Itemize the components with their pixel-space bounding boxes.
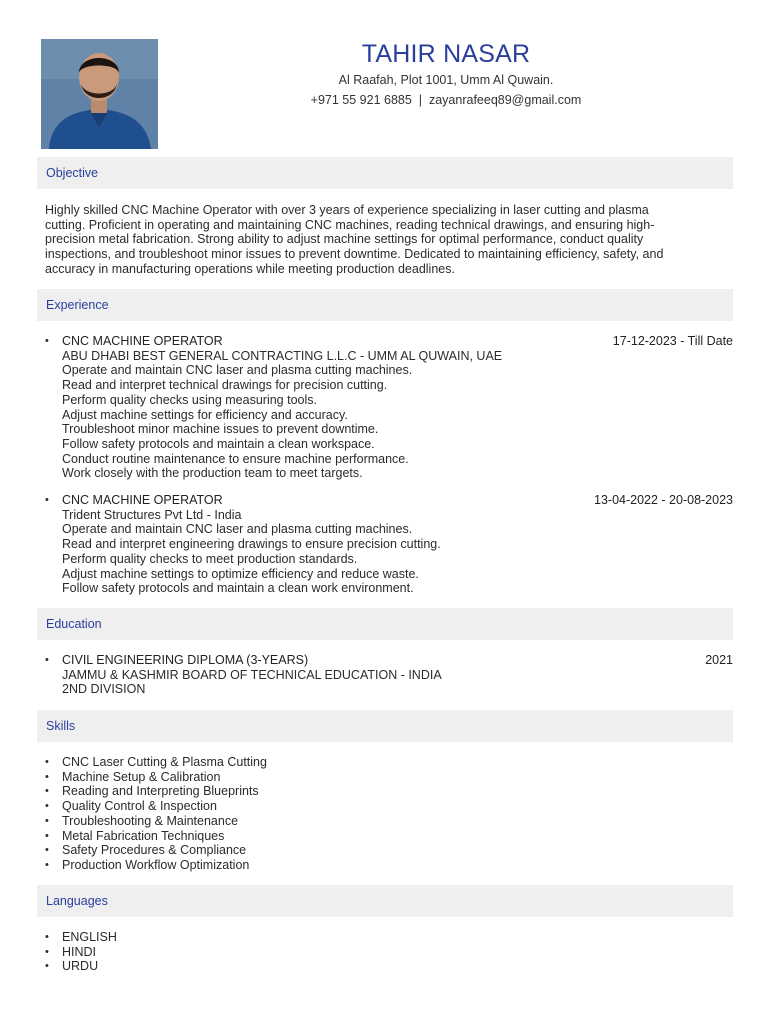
skill-label: Machine Setup & Calibration: [62, 769, 221, 784]
contact-separator: |: [418, 93, 423, 107]
objective-text: [45, 203, 725, 277]
objective-line: cutting. Proficient in operating and maintaining CNC machines, reading technical drawings, and ensuring high-: [45, 217, 655, 232]
skill-label: Quality Control & Inspection: [62, 799, 217, 814]
job-date: 13-04-2022 - 20-08-2023: [594, 493, 733, 508]
bullet-icon: •: [45, 770, 49, 783]
skills-list: [45, 755, 733, 873]
bullet-icon: •: [45, 800, 49, 813]
skill-label: Troubleshooting & Maintenance: [62, 813, 239, 828]
candidate-name: TAHIR NASAR: [361, 40, 531, 68]
job-duty: Adjust machine settings to optimize efficiency and reduce waste.: [62, 566, 419, 581]
profile-photo: [41, 39, 158, 149]
bullet-icon: •: [45, 960, 49, 973]
degree-year: 2021: [705, 653, 733, 667]
degree-grade: 2ND DIVISION: [62, 682, 146, 697]
skill-item: [45, 799, 733, 814]
job-date: 17-12-2023 - Till Date: [612, 334, 733, 348]
resume-header: [160, 38, 732, 110]
job-duty: Conduct routine maintenance to ensure machine performance.: [62, 451, 409, 466]
bullet-icon: •: [45, 785, 49, 798]
language-label: ENGLISH: [62, 930, 117, 944]
address-line: Al Raafah, Plot 1001, Umm Al Quwain.: [338, 73, 554, 87]
language-item: [45, 945, 733, 960]
bullet-icon: •: [45, 858, 49, 871]
bullet-icon: •: [45, 829, 49, 842]
job-company: Trident Structures Pvt Ltd - India: [62, 507, 242, 522]
job-company: ABU DHABI BEST GENERAL CONTRACTING L.L.C - UMM AL QUWAIN, UAE: [62, 348, 503, 363]
skill-item: [45, 843, 733, 858]
bullet-icon: •: [45, 844, 49, 857]
language-label: HINDI: [62, 944, 97, 959]
job-duty: Work closely with the production team to meet targets.: [62, 466, 363, 481]
bullet-icon: •: [45, 756, 49, 768]
bullet-icon: •: [45, 494, 49, 507]
skill-item: [45, 858, 733, 873]
section-header-skills: Skills: [37, 710, 733, 742]
job-duty: Adjust machine settings for efficiency and accuracy.: [62, 407, 348, 422]
job-duty: Operate and maintain CNC laser and plasma cutting machines.: [62, 522, 413, 537]
skill-label: CNC Laser Cutting & Plasma Cutting: [62, 755, 267, 769]
job-title: CNC MACHINE OPERATOR: [62, 493, 223, 508]
section-header-education: Education: [37, 608, 733, 640]
objective-line: inspections, and troubleshoot minor issues to prevent downtime. Dedicated to maintaining efficiency, safety, and: [45, 247, 664, 262]
language-label: URDU: [62, 959, 99, 974]
phone-number: +971 55 921 6885: [310, 93, 412, 107]
skill-label: Metal Fabrication Techniques: [62, 828, 225, 843]
skill-item: [45, 814, 733, 829]
skill-item: [45, 770, 733, 785]
skill-label: Production Workflow Optimization: [62, 857, 250, 872]
job-duty: Follow safety protocols and maintain a clean work environment.: [62, 581, 414, 596]
person-silhouette-icon: [41, 39, 158, 149]
language-item: [45, 930, 733, 945]
degree-institution: JAMMU & KASHMIR BOARD OF TECHNICAL EDUCATION - INDIA: [62, 667, 442, 682]
skill-item: [45, 755, 733, 770]
bullet-icon: •: [45, 931, 49, 943]
section-header-experience: Experience: [37, 289, 733, 321]
job-duty: Troubleshoot minor machine issues to prevent downtime.: [62, 422, 379, 437]
job-duty: Follow safety protocols and maintain a clean workspace.: [62, 436, 375, 451]
bullet-icon: •: [45, 814, 49, 827]
bullet-icon: •: [45, 945, 49, 958]
job-duty: Read and interpret technical drawings for precision cutting.: [62, 378, 388, 393]
job-duty: Read and interpret engineering drawings to ensure precision cutting.: [62, 537, 441, 552]
skill-item: [45, 784, 733, 799]
education-list: [45, 653, 733, 697]
objective-line: Highly skilled CNC Machine Operator with over 3 years of experience specializing in laser cutting and plasma: [45, 203, 649, 217]
email-address: zayanrafeeq89@gmail.com: [428, 93, 582, 107]
section-header-languages: Languages: [37, 885, 733, 917]
job-duty: Perform quality checks to meet production standards.: [62, 551, 358, 566]
skill-item: [45, 829, 733, 844]
experience-list: [45, 334, 733, 596]
experience-item: [45, 334, 733, 481]
job-title: CNC MACHINE OPERATOR: [62, 334, 223, 348]
contact-line: [160, 90, 732, 110]
language-item: [45, 959, 733, 974]
skill-label: Safety Procedures & Compliance: [62, 843, 247, 858]
bullet-icon: •: [45, 654, 49, 666]
bullet-icon: •: [45, 335, 49, 347]
job-duty: Perform quality checks using measuring tools.: [62, 392, 317, 407]
education-item: [45, 653, 733, 697]
skill-label: Reading and Interpreting Blueprints: [62, 784, 259, 799]
languages-list: [45, 930, 733, 974]
objective-line: precision metal fabrication. Strong ability to adjust machine settings for optimal performance, conduct quality: [45, 232, 644, 247]
objective-line: accuracy in manufacturing operations while meeting production deadlines.: [45, 261, 455, 276]
section-header-objective: Objective: [37, 157, 733, 189]
degree-title: CIVIL ENGINEERING DIPLOMA (3-YEARS): [62, 653, 309, 667]
experience-item: [45, 493, 733, 596]
job-duty: Operate and maintain CNC laser and plasma cutting machines.: [62, 363, 413, 378]
